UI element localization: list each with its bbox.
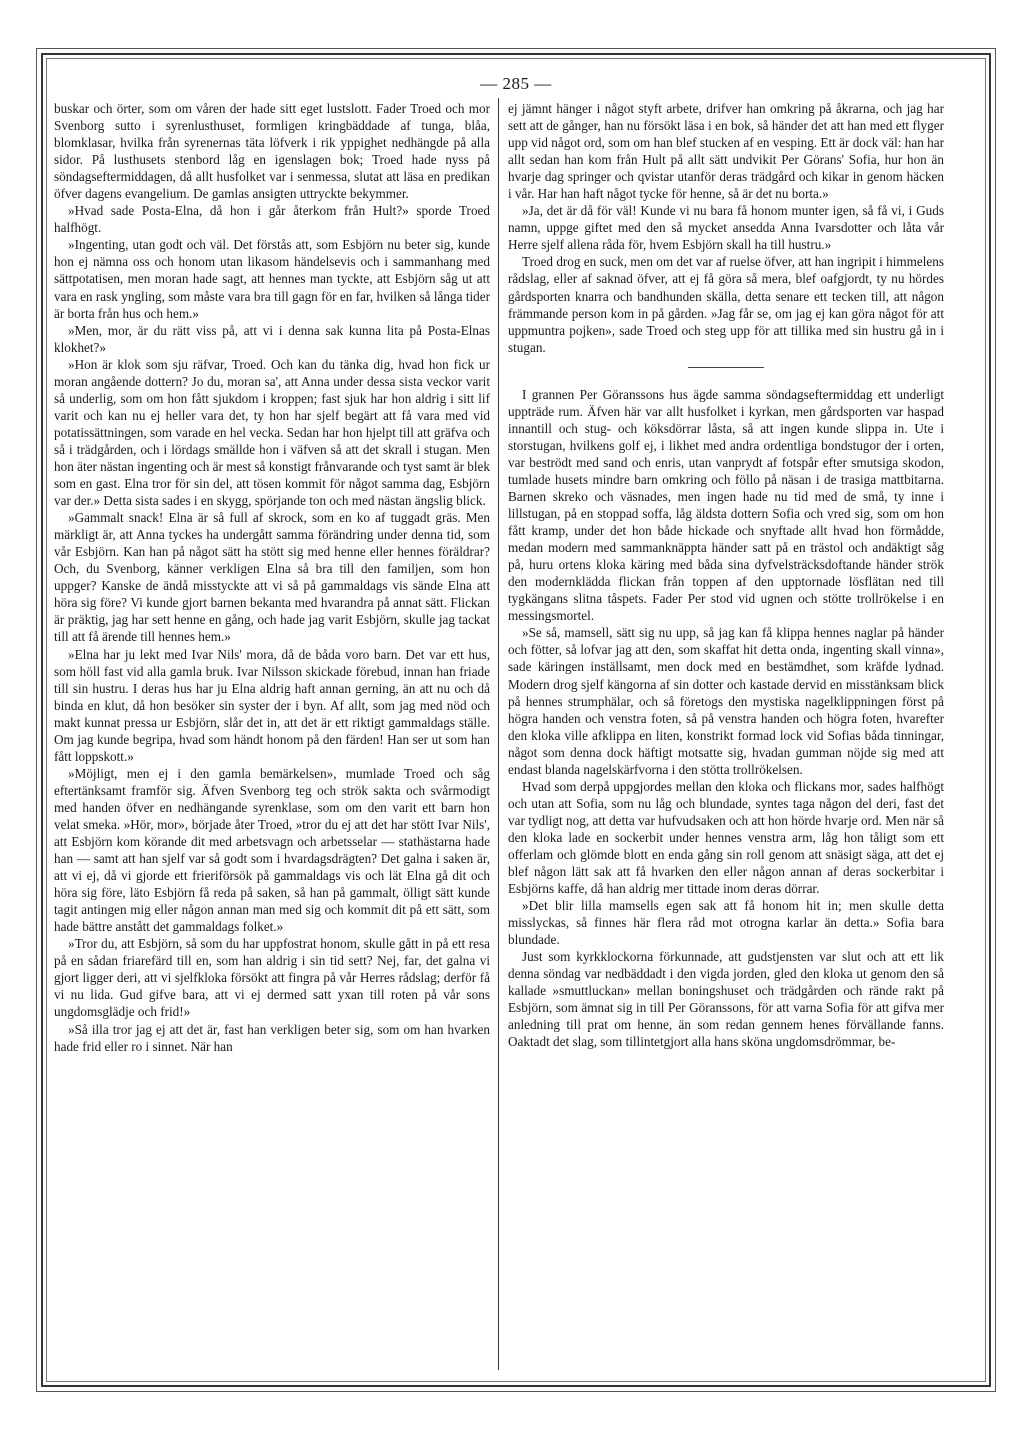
paragraph: Troed drog en suck, men om det var af ruelse öfver, att han ingripit i himmelens rådslag, eller af saknad öfver, att ej få göra så mera, blef oafgjordt, ty nu hördes gårdsporten knarra och bandhunden skälla, detta senare ett tecken till, att någon främmande person kom in på gården. »Jag får se, om jag ej kan göra något för att uppmuntra pojken», sade Troed och steg upp för att tillika med sin hustru gå in i stugan. — [508, 254, 944, 355]
paragraph: buskar och örter, som om våren der hade sitt eget lustslott. Fader Troed och mor Svenborg sutto i syrenlusthuset, formligen kringbäddade af tunga, blåa, blomklasar, hvilka från syrenernas täta löfverk i rik yppighet nedhängde på alla sidor. På lusthusets stenbord låg en igenslagen bok; Troed hade nyss på söndagseftermiddagen, då allt husfolket var i senmessa, slutat att läsa en predikan öfver dagens evangelium. De gamlas ansigten uttryckte bekymmer. — [54, 101, 490, 202]
page-number: — 285 — — [480, 74, 552, 93]
paragraph: »Det blir lilla mamsells egen sak att få honom hit in; men skulle detta misslyckas, så finnes här flera råd mot otrogna karlar än detta.» Sofia bara blundade. — [508, 898, 944, 948]
right-column — [508, 100, 944, 1051]
paragraph: »Elna har ju lekt med Ivar Nils' mora, då de båda voro barn. Det var ett hus, som höll fast vid alla gamla bruk. Ivar Nilsson skickade förebud, innan han friade till sin hustru. I deras hus har ju Elna aldrig haft annan gerning, än att nu och då binda en klut, då hon besöker sin syster der i byn. Af allt, som jag med nöd och makt kunnat pressa ur Esbjörn, slår det in, att det är ett riktigt gammaldags ställe. Om jag kunde begripa, hvad som händt honom på den färden! Han ser ut som han fått loppskott.» — [54, 646, 490, 764]
paragraph: »Hvad sade Posta-Elna, då hon i går återkom från Hult?» sporde Troed halfhögt. — [54, 203, 490, 236]
left-column — [54, 100, 490, 1055]
paragraph: »Men, mor, är du rätt viss på, att vi i denna sak kunna lita på Posta-Elnas klokhet?» — [54, 322, 490, 355]
paragraph: Just som kyrkklockorna förkunnade, att gudstjensten var slut och att ett lik denna söndag var nedbäddadt i den vigda jorden, gled den kloka ut genom den så kallade »smuttluckan» mellan boningshuset och trädgården och rände rakt på Esbjörn, som ämnat sig in till Per Göranssons, för att varna Sofia för att gifva mer anledning till prat om henne, än som redan gennem henes förvällande fanns. Oaktadt det slag, som tillintetgjort alla hans sköna ungdomsdrömmar, be- — [508, 949, 944, 1050]
paragraph: »Så illa tror jag ej att det är, fast han verkligen beter sig, som om han hvarken hade frid eller ro i sinnet. När han — [54, 1021, 490, 1054]
paragraph: »Ja, det är då för väl! Kunde vi nu bara få honom munter igen, så få vi, i Guds namn, uppge giftet med den så mycket ansedda Anna Ivarsdotter och låta vår Herre sjelf allena råda för, hvem Esbjörn skall ha till hustru.» — [508, 203, 944, 253]
column-divider — [498, 98, 499, 1370]
paragraph: »Tror du, att Esbjörn, så som du har uppfostrat honom, skulle gått in på ett resa på en sådan friarefärd till en, som han aldrig i sin tid sett? Nej, far, det galna vi gjort ligger deri, att vi sjelfkloka försökt att fingra på vår Herres rådslag; derför få vi nu lida. Gud gifve bara, att vi ej dermed satt yxan till roten på vår sons ungdomsglädje och frid!» — [54, 936, 490, 1020]
paragraph: »Ingenting, utan godt och väl. Det förstås att, som Esbjörn nu beter sig, kunde hon ej nämna oss och honom utan likasom händelsevis och i sammanhang med sättpotatisen, men moran hade sagt, att hennes man tyckte, att Esbjörn såg ut att vara en rask yngling, som måste vara bra till gagn för en far, hvilken så långa tider är borta från hus och hem.» — [54, 237, 490, 321]
paragraph: »Hon är klok som sju räfvar, Troed. Och kan du tänka dig, hvad hon fick ur moran angående dottern? Jo du, moran sa', att Anna under dessa sista veckor varit så underlig, som om hon fått sjukdom i kroppen; fast sjuk har hon aldrig i sitt lif varit och kan nu ej heller vara det, ty hon har sjelf begärt att få vara med vid potatissättningen, som varade en hel vecka. Sedan har hon hjelpt till att gräfva och så i trädgården, och i lördags smällde hon i väfven så att det skrall i stugan. Men hon äter nästan ingenting och är mest så konstigt frånvarande och tyst samt är blek som en gast. Elna tror för sin del, att tösen kommit för något samma dag, Esbjörn var der.» Detta sista sades i en skygg, spörjande ton och med nästan ängslig blick. — [54, 356, 490, 509]
paragraph: I grannen Per Göranssons hus ägde samma söndagseftermiddag ett underligt uppträde rum. Äfven här var allt husfolket i kyrkan, men gårdsporten var haspad innantill och stug- och köksdörrar låsta, så att ingen kunde slippa in. Ute i storstugan, hvilkens golf ej, i likhet med andra ordentliga bondstugor der i orten, var beströdt med sand och enris, utan vanprydt af fotspår efter smutsiga skodon, tumlade husets mindre barn omkring och föllo på näsan i de trasiga mattbitarna. Barnen skreko och väsnades, men ingen hade nu tid med de små, ty inne i lillstugan, på en stoppad soffa, låg äldsta dottern Sofia och vred sig, som om hon fått kramp, under det hon både hickade och snyftade allt hvad hon förmådde, medan modern med sammanknäppta händer satt på en trästol och andäktigt såg på, huru ortens kloka käring med båda sina dyfvelsträcksdoftande händer strök den modernklädda flickan från toppen af den upptornade lösflätan ned till tygkängans slitna tåspets. Fader Per stod vid ugnen och stötte trollrökelse i en messingsmortel. — [508, 386, 944, 624]
paragraph: »Gammalt snack! Elna är så full af skrock, som en ko af tuggadt gräs. Men märkligt är, att Anna tyckes ha undergått samma förändring under denna tid, som vår Esbjörn. Kan han på något sätt ha stött sig med henne eller hennes föräldrar? Och, du Svenborg, känner verkligen Elna så bra till den familjen, som hon uppger? Kanske de ändå misstyckte att vi så på gammaldags vis sände Elna att höra sig före? Vi kunde gjort barnen bekanta med hvarandra på annat sätt. Flickan är präktig, jag har sett henne en gång, och hade jag varit Esbjörn, skulle jag tackat till att få ärende till hennes hem.» — [54, 510, 490, 645]
paragraph: Hvad som derpå uppgjordes mellan den kloka och flickans mor, sades halfhögt och utan att Sofia, som nu låg och blundade, syntes taga någon del deri, fast det var tydligt nog, att detta var hufvudsaken och att hon hörde hvarje ord. Men när så den kloka lade en sockerbit under hennes venstra arm, låg hon tåligt som ett offerlam och glömde blott en enda gång sin roll genom att snäsigt säga, att det ej blef någon lätt sak att få hvarken den eller någon annan af deras sockerbitar i Esbjörns kaffe, då han aldrig mer tittade inom deras dörrar. — [508, 778, 944, 897]
section-separator — [688, 367, 764, 368]
paragraph: »Se så, mamsell, sätt sig nu upp, så jag kan få klippa hennes naglar på händer och fötter, så lofvar jag att den, som skaffat hit detta onda, ingenting skall vinna», sade käringen inställsamt, men dock med en bestämdhet, som kräfde lydnad. Modern drog sjelf kängorna af sin dotter och kastade dervid en misstänksam blick på hennes strumphälar, och så företogs den mystiska nagelklippningen först på högra handen och venstra foten, så på venstra handen och högra foten, hvarefter den kloka ville afklippa en liten, konstrikt formad lock vid Sofias båda tinningar, något som denna dock häftigt motsatte sig, hvadan gumman nöjde sig med att endast blanda nagelskärfvorna i den stötta trollrökelsen. — [508, 625, 944, 777]
paragraph: »Möjligt, men ej i den gamla bemärkelsen», mumlade Troed och såg eftertänksamt framför sig. Äfven Svenborg teg och strök sakta och svårmodigt med handen öfver en nedhängande syrenklase, som om den varit ett barn hon velat smeka. »Hör, mor», började åter Troed, »tror du ej att det har stött Ivar Nils', att Esbjörn kom körande dit med arbetsvagn och arbetsselar — stathästarna hade han — samt att han sjelf var så godt som i hvardagsdrägten? Det galna i saken är, att vi ej, då vi gjorde ett frieriförsök på gammaldags vis och lät Elna gå dit och höra sig före, läto Esbjörn få reda på saken, så han på gammalt, ölligt sätt kunde tagit antingen mig eller någon annan man med sig och kommit dit på ett sätt, som hade bättre anstått det gammaldags folket.» — [54, 765, 490, 935]
paragraph: ej jämnt hänger i något styft arbete, drifver han omkring på åkrarna, och jag har sett att de gånger, han nu försökt läsa i en bok, så händer det att han med ett flyger upp vid något ord, som om han blef stucken af en vesping. Ett är dock väl: han har allt sedan han kom från Hult på allt sätt undvikit Per Görans' Sofia, hur hon än hvarje dag springer och qvistar utanför deras trädgård och kikar in genom häcken i vår. Har han haft något tycke för henne, så är det nu borta.» — [508, 101, 944, 202]
